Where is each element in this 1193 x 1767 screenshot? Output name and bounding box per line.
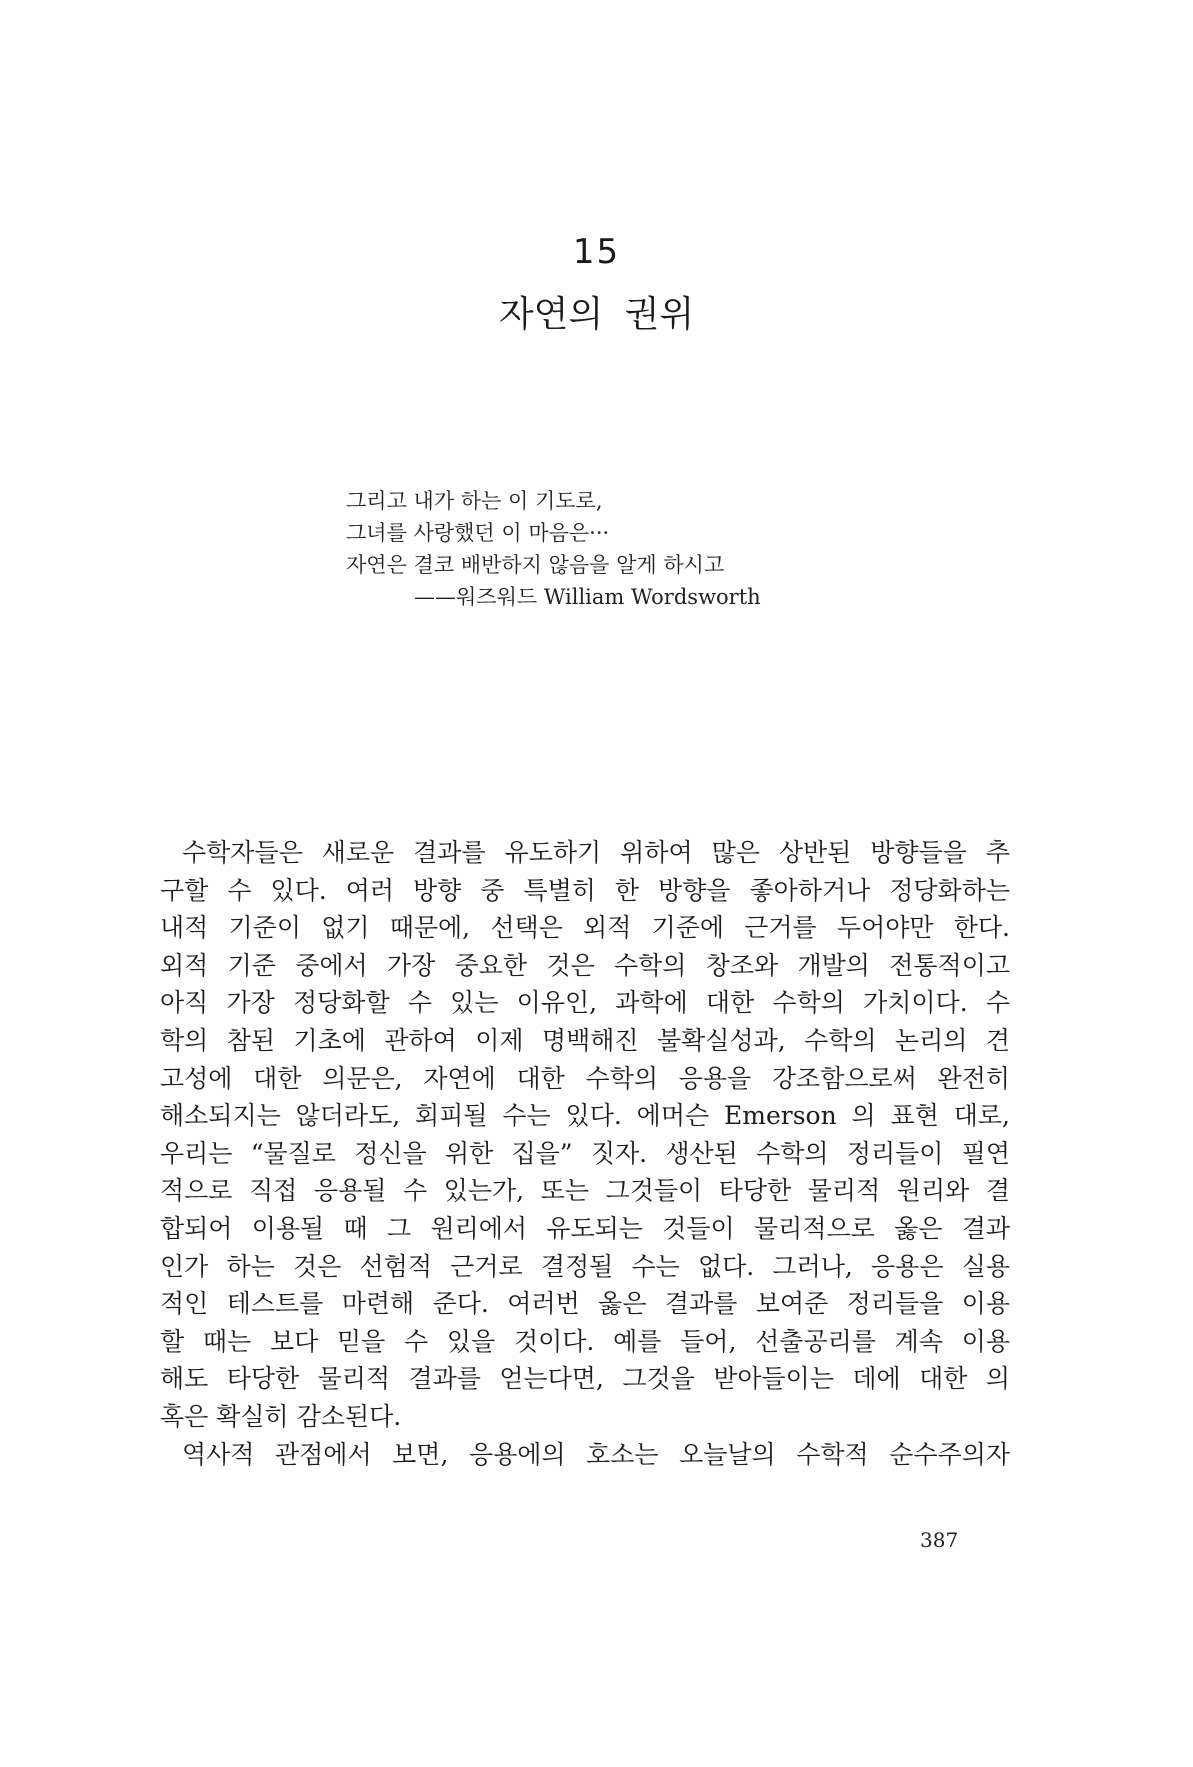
body-line: 외적 기준 중에서 가장 중요한 것은 수학의 창조와 개발의 전통적이고 xyxy=(160,950,1010,980)
body-text xyxy=(160,834,1010,1473)
body-line: 할 때는 보다 믿을 수 있을 것이다. 예를 들어, 선출공리를 계속 이용 xyxy=(160,1326,1010,1356)
body-line: 고성에 대한 의문은, 자연에 대한 수학의 응용을 강조함으로써 완전히 xyxy=(160,1063,1010,1093)
body-line: 아직 가장 정당화할 수 있는 이유인, 과학에 대한 수학의 가치이다. 수 xyxy=(160,988,1010,1018)
body-line: 혹은 확실히 감소된다. xyxy=(160,1401,402,1431)
body-line: 적으로 직접 응용될 수 있는가, 또는 그것들이 타당한 물리적 원리와 결 xyxy=(160,1176,1010,1206)
body-line: 학의 참된 기초에 관하여 이제 명백해진 불확실성과, 수학의 논리의 견 xyxy=(160,1025,1010,1055)
epigraph-line: 그녀를 사랑했던 이 마음은··· xyxy=(346,521,610,545)
epigraph-line: 그리고 내가 하는 이 기도로, xyxy=(346,489,603,513)
body-line: 내적 기준이 없기 때문에, 선택은 외적 기준에 근거를 두어야만 한다. xyxy=(160,913,1010,943)
body-line: 해소되지는 않더라도, 회피될 수는 있다. 에머슨 Emerson 의 표현 대로, xyxy=(160,1101,1010,1131)
epigraph-attribution: ——워즈워드 William Wordsworth xyxy=(414,585,761,609)
chapter-title: 자연의 권위 xyxy=(498,294,695,335)
body-line: 우리는 “물질로 정신을 위한 집을” 짓자. 생산된 수학의 정리들이 필연 xyxy=(160,1138,1010,1168)
epigraph xyxy=(346,485,866,613)
body-line: 적인 테스트를 마련해 준다. 여러번 옳은 결과를 보여준 정리들을 이용 xyxy=(160,1289,1010,1319)
body-line: 수학자들은 새로운 결과를 유도하기 위하여 많은 상반된 방향들을 추 xyxy=(182,838,1010,867)
chapter-number: 15 xyxy=(572,232,621,272)
body-line: 역사적 관점에서 보면, 응용에의 호소는 오늘날의 수학적 순수주의자 xyxy=(182,1439,1010,1469)
body-line: 합되어 이용될 때 그 원리에서 유도되는 것들이 물리적으로 옳은 결과 xyxy=(160,1213,1010,1243)
body-line: 구할 수 있다. 여러 방향 중 특별히 한 방향을 좋아하거나 정당화하는 xyxy=(160,875,1010,905)
body-line: 인가 하는 것은 선험적 근거로 결정될 수는 없다. 그러나, 응용은 실용 xyxy=(160,1251,1010,1281)
page-number: 387 xyxy=(920,1528,959,1552)
epigraph-line: 자연은 결코 배반하지 않음을 알게 하시고 xyxy=(346,553,725,577)
body-line: 해도 타당한 물리적 결과를 얻는다면, 그것을 받아들이는 데에 대한 의 xyxy=(160,1364,1010,1394)
